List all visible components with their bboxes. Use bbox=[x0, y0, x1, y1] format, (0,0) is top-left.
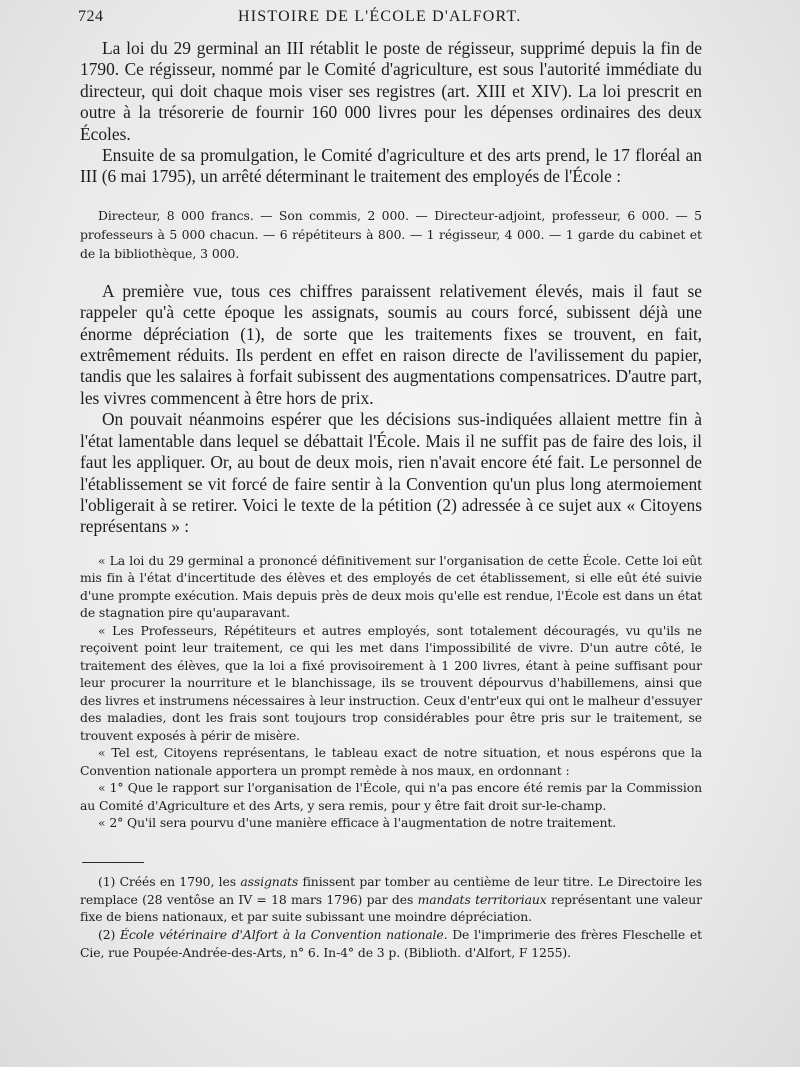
footnotes bbox=[80, 873, 702, 962]
petition-quote bbox=[80, 552, 702, 832]
body-paragraph: On pouvait néanmoins espérer que les décisions sus-indiquées allaient mettre fin à l'état lamentable dans lequel se débattait l'École. Mais il ne suffit pas de faire des lois, il faut les appliquer. Or, au bout de deux mois, rien n'avait encore été fait. Le personnel de l'établissement se vit forcé de faire sentir à la Convention qu'un plus long atermoiement l'obligerait à se retirer. Voici le texte de la pétition (2) adressée à ce sujet aux « Citoyens représentans » : bbox=[80, 409, 702, 537]
petition-paragraph: « Tel est, Citoyens représentans, le tableau exact de notre situation, et nous espérons que la Convention nationale apportera un prompt remède à nos maux, en ordonnant : bbox=[80, 745, 702, 778]
footnote-2: (2) École vétérinaire d'Alfort à la Convention nationale. De l'imprimerie des frères Fleschelle et Cie, rue Poupée-Andrée-des-Arts, n° 6. In-4° de 3 p. (Biblioth. d'Alfort, F 1255). bbox=[80, 927, 702, 960]
page-number: 724 bbox=[78, 8, 104, 25]
petition-paragraph: « La loi du 29 germinal a prononcé définitivement sur l'organisation de cette École. Cette loi eût mis fin à l'état d'incertitude des élèves et des employés de cet établissement, si elle eût été suivie d'une prompte exécution. Mais depuis près de deux mois qu'elle est rendue, l'École est dans un état de stagnation pire qu'auparavant. bbox=[80, 552, 702, 621]
body-paragraph: A première vue, tous ces chiffres paraissent relativement élevés, mais il faut se rappeler qu'à cette époque les assignats, soumis au cours forcé, subissent déjà une énorme dépréciation (1), de sorte que les traitements fixes se trouvent, en fait, extrêmement réduits. Ils perdent en effet en raison directe de l'avilissement du papier, tandis que les salaires à forfait subissent des augmentations compensatrices. D'autre part, les vivres commencent à être hors de prix. bbox=[80, 280, 702, 408]
body-paragraph: Ensuite de sa promulgation, le Comité d'agriculture et des arts prend, le 17 floréal an III (6 mai 1795), un arrêté déterminant le traitement des employés de l'École : bbox=[80, 145, 702, 187]
body-paragraph: La loi du 29 germinal an III rétablit le poste de régisseur, supprimé depuis la fin de 1790. Ce régisseur, nommé par le Comité d'agriculture, est sous l'autorité immédiate du directeur, qui doit chaque mois viser ses registres (art. XIII et XIV). La loi prescrit en outre à la trésorerie de fournir 160 000 livres pour les dépenses ordinaires des deux Écoles. bbox=[80, 38, 702, 144]
running-header bbox=[78, 8, 708, 30]
petition-paragraph: « 2° Qu'il sera pourvu d'une manière efficace à l'augmentation de notre traitement. bbox=[98, 815, 617, 831]
petition-paragraph: « 1° Que le rapport sur l'organisation de l'École, qui n'a pas encore été remis par la Commission au Comité d'Agriculture et des Arts, y sera remis, pour y être fait droit sur-le-champ. bbox=[80, 780, 702, 813]
salary-list: Directeur, 8 000 francs. — Son commis, 2 000. — Directeur-adjoint, professeur, 6 000. — 5 professeurs à 5 000 chacun. — 6 répétiteurs à 800. — 1 régisseur, 4 000. — 1 garde du cabinet et de la bibliothèque, 3 000. bbox=[80, 207, 702, 261]
page-content bbox=[80, 38, 702, 962]
footnote-1: (1) Créés en 1790, les assignats finissent par tomber au centième de leur titre. Le Directoire les remplace (28 ventôse an IV = 18 mars 1796) par des mandats territoriaux représentant une valeur fixe de biens nationaux, et par suite subissant une moindre dépréciation. bbox=[80, 873, 702, 925]
petition-paragraph: « Les Professeurs, Répétiteurs et autres employés, sont totalement découragés, vu qu'ils ne reçoivent point leur traitement, ce qui les met dans l'impossibilité de vivre. D'un autre côté, le traitement des élèves, que la loi a fixé provisoirement à 1 200 livres, étant à peine suffisant pour leur procurer la nourriture et le blanchissage, ils se trouvent dépourvus d'habillemens, ainsi que des livres et instrumens nécessaires à leur instruction. Ceux d'entr'eux qui ont le malheur d'essuyer des maladies, dont les frais sont toujours trop considérables pour être pris sur le traitement, se trouvent exposés à périr de misère. bbox=[80, 622, 702, 743]
footnote-divider bbox=[82, 862, 144, 863]
running-title: HISTOIRE DE L'ÉCOLE D'ALFORT. bbox=[238, 8, 522, 25]
